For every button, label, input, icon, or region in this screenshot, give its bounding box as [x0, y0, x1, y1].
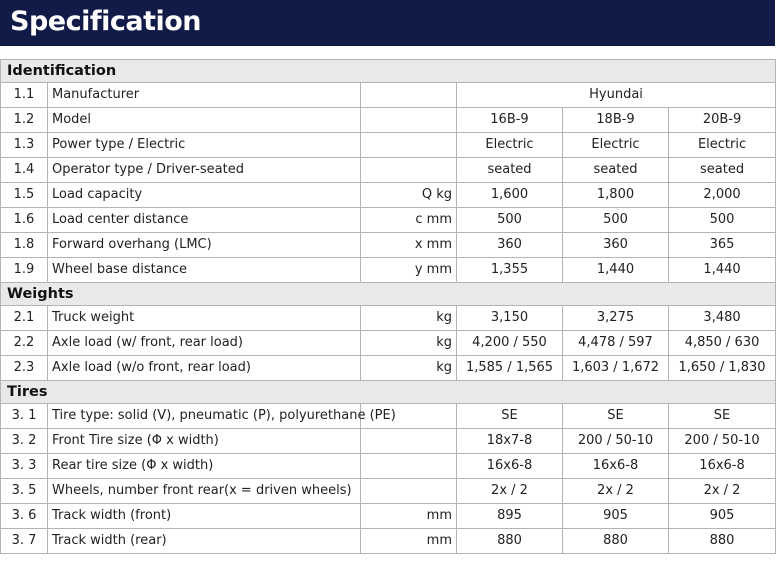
spec-table-body — [1, 60, 776, 554]
spec-row — [1, 233, 776, 258]
spec-row — [1, 331, 776, 356]
row-value: Electric — [563, 133, 669, 158]
spec-row — [1, 133, 776, 158]
spec-row — [1, 208, 776, 233]
spec-row — [1, 158, 776, 183]
row-value: 2x / 2 — [669, 479, 776, 504]
row-label: Model — [48, 108, 361, 133]
row-unit — [361, 429, 457, 454]
row-value: 500 — [457, 208, 563, 233]
row-value: 2x / 2 — [563, 479, 669, 504]
row-label: Wheels, number front rear(x = driven wheels) — [48, 479, 361, 504]
row-value: 2x / 2 — [457, 479, 563, 504]
row-label: Operator type / Driver-seated — [48, 158, 361, 183]
row-value: SE — [563, 404, 669, 429]
spec-row — [1, 83, 776, 108]
row-value: 1,800 — [563, 183, 669, 208]
row-unit: x mm — [361, 233, 457, 258]
row-value: 1,440 — [669, 258, 776, 283]
row-number: 1.5 — [1, 183, 48, 208]
row-value: 20B-9 — [669, 108, 776, 133]
row-value: seated — [563, 158, 669, 183]
row-value: 360 — [457, 233, 563, 258]
row-unit — [361, 83, 457, 108]
row-value: 895 — [457, 504, 563, 529]
spec-row — [1, 454, 776, 479]
row-value: 880 — [457, 529, 563, 554]
row-unit — [361, 133, 457, 158]
row-value: Hyundai — [457, 83, 776, 108]
row-value: 16x6-8 — [669, 454, 776, 479]
row-value: 16x6-8 — [457, 454, 563, 479]
row-value: SE — [669, 404, 776, 429]
row-number: 2.2 — [1, 331, 48, 356]
row-value: 1,603 / 1,672 — [563, 356, 669, 381]
row-unit: mm — [361, 529, 457, 554]
row-value: 200 / 50-10 — [669, 429, 776, 454]
row-unit: mm — [361, 504, 457, 529]
spec-row — [1, 504, 776, 529]
row-number: 1.8 — [1, 233, 48, 258]
row-number: 1.4 — [1, 158, 48, 183]
row-label: Forward overhang (LMC) — [48, 233, 361, 258]
row-number: 3. 6 — [1, 504, 48, 529]
row-number: 1.6 — [1, 208, 48, 233]
row-label: Track width (rear) — [48, 529, 361, 554]
row-value: 3,275 — [563, 306, 669, 331]
row-value: 18x7-8 — [457, 429, 563, 454]
row-value: 500 — [669, 208, 776, 233]
row-value: 880 — [563, 529, 669, 554]
row-value: Electric — [669, 133, 776, 158]
row-unit: kg — [361, 356, 457, 381]
row-label: Wheel base distance — [48, 258, 361, 283]
section-header — [1, 283, 776, 306]
row-unit: Q kg — [361, 183, 457, 208]
spec-row — [1, 108, 776, 133]
section-header — [1, 60, 776, 83]
row-value: 16B-9 — [457, 108, 563, 133]
row-number: 3. 5 — [1, 479, 48, 504]
row-number: 3. 1 — [1, 404, 48, 429]
page-title: Specification — [10, 6, 202, 37]
row-number: 3. 3 — [1, 454, 48, 479]
row-value: 4,200 / 550 — [457, 331, 563, 356]
row-label: Load capacity — [48, 183, 361, 208]
section-title: Tires — [1, 381, 776, 404]
row-unit — [361, 108, 457, 133]
spec-table — [0, 59, 776, 554]
row-value: 1,355 — [457, 258, 563, 283]
row-value: 365 — [669, 233, 776, 258]
row-value: seated — [457, 158, 563, 183]
row-label: Load center distance — [48, 208, 361, 233]
row-label: Power type / Electric — [48, 133, 361, 158]
row-unit: c mm — [361, 208, 457, 233]
row-value: 16x6-8 — [563, 454, 669, 479]
row-value: 3,480 — [669, 306, 776, 331]
spec-row — [1, 356, 776, 381]
row-unit: y mm — [361, 258, 457, 283]
row-unit: kg — [361, 331, 457, 356]
row-value: 905 — [669, 504, 776, 529]
row-value: 1,440 — [563, 258, 669, 283]
row-value: 905 — [563, 504, 669, 529]
row-number: 1.9 — [1, 258, 48, 283]
row-value: 500 — [563, 208, 669, 233]
row-value: 3,150 — [457, 306, 563, 331]
row-label: Front Tire size (Φ x width) — [48, 429, 361, 454]
row-label: Manufacturer — [48, 83, 361, 108]
title-banner — [0, 0, 775, 46]
row-number: 1.3 — [1, 133, 48, 158]
row-label: Axle load (w/o front, rear load) — [48, 356, 361, 381]
row-value: Electric — [457, 133, 563, 158]
section-title: Identification — [1, 60, 776, 83]
spec-row — [1, 429, 776, 454]
row-value: 880 — [669, 529, 776, 554]
row-value: 2,000 — [669, 183, 776, 208]
row-label: Truck weight — [48, 306, 361, 331]
row-number: 1.2 — [1, 108, 48, 133]
row-number: 2.3 — [1, 356, 48, 381]
row-unit — [361, 454, 457, 479]
section-header — [1, 381, 776, 404]
row-value: 1,585 / 1,565 — [457, 356, 563, 381]
row-label: Axle load (w/ front, rear load) — [48, 331, 361, 356]
spec-row — [1, 183, 776, 208]
row-unit — [361, 479, 457, 504]
section-title: Weights — [1, 283, 776, 306]
spec-row — [1, 404, 776, 429]
spec-row — [1, 306, 776, 331]
row-number: 3. 7 — [1, 529, 48, 554]
row-label: Track width (front) — [48, 504, 361, 529]
row-value: 1,650 / 1,830 — [669, 356, 776, 381]
spec-row — [1, 258, 776, 283]
row-value: 4,850 / 630 — [669, 331, 776, 356]
spec-row — [1, 529, 776, 554]
row-number: 3. 2 — [1, 429, 48, 454]
spec-row — [1, 479, 776, 504]
row-value: 18B-9 — [563, 108, 669, 133]
row-value: 4,478 / 597 — [563, 331, 669, 356]
row-value: SE — [457, 404, 563, 429]
row-unit — [361, 158, 457, 183]
row-value: 360 — [563, 233, 669, 258]
row-label: Rear tire size (Φ x width) — [48, 454, 361, 479]
row-value: seated — [669, 158, 776, 183]
row-number: 1.1 — [1, 83, 48, 108]
row-label: Tire type: solid (V), pneumatic (P), polyurethane (PE) — [48, 404, 361, 429]
row-value: 200 / 50-10 — [563, 429, 669, 454]
row-value: 1,600 — [457, 183, 563, 208]
row-unit: kg — [361, 306, 457, 331]
row-number: 2.1 — [1, 306, 48, 331]
